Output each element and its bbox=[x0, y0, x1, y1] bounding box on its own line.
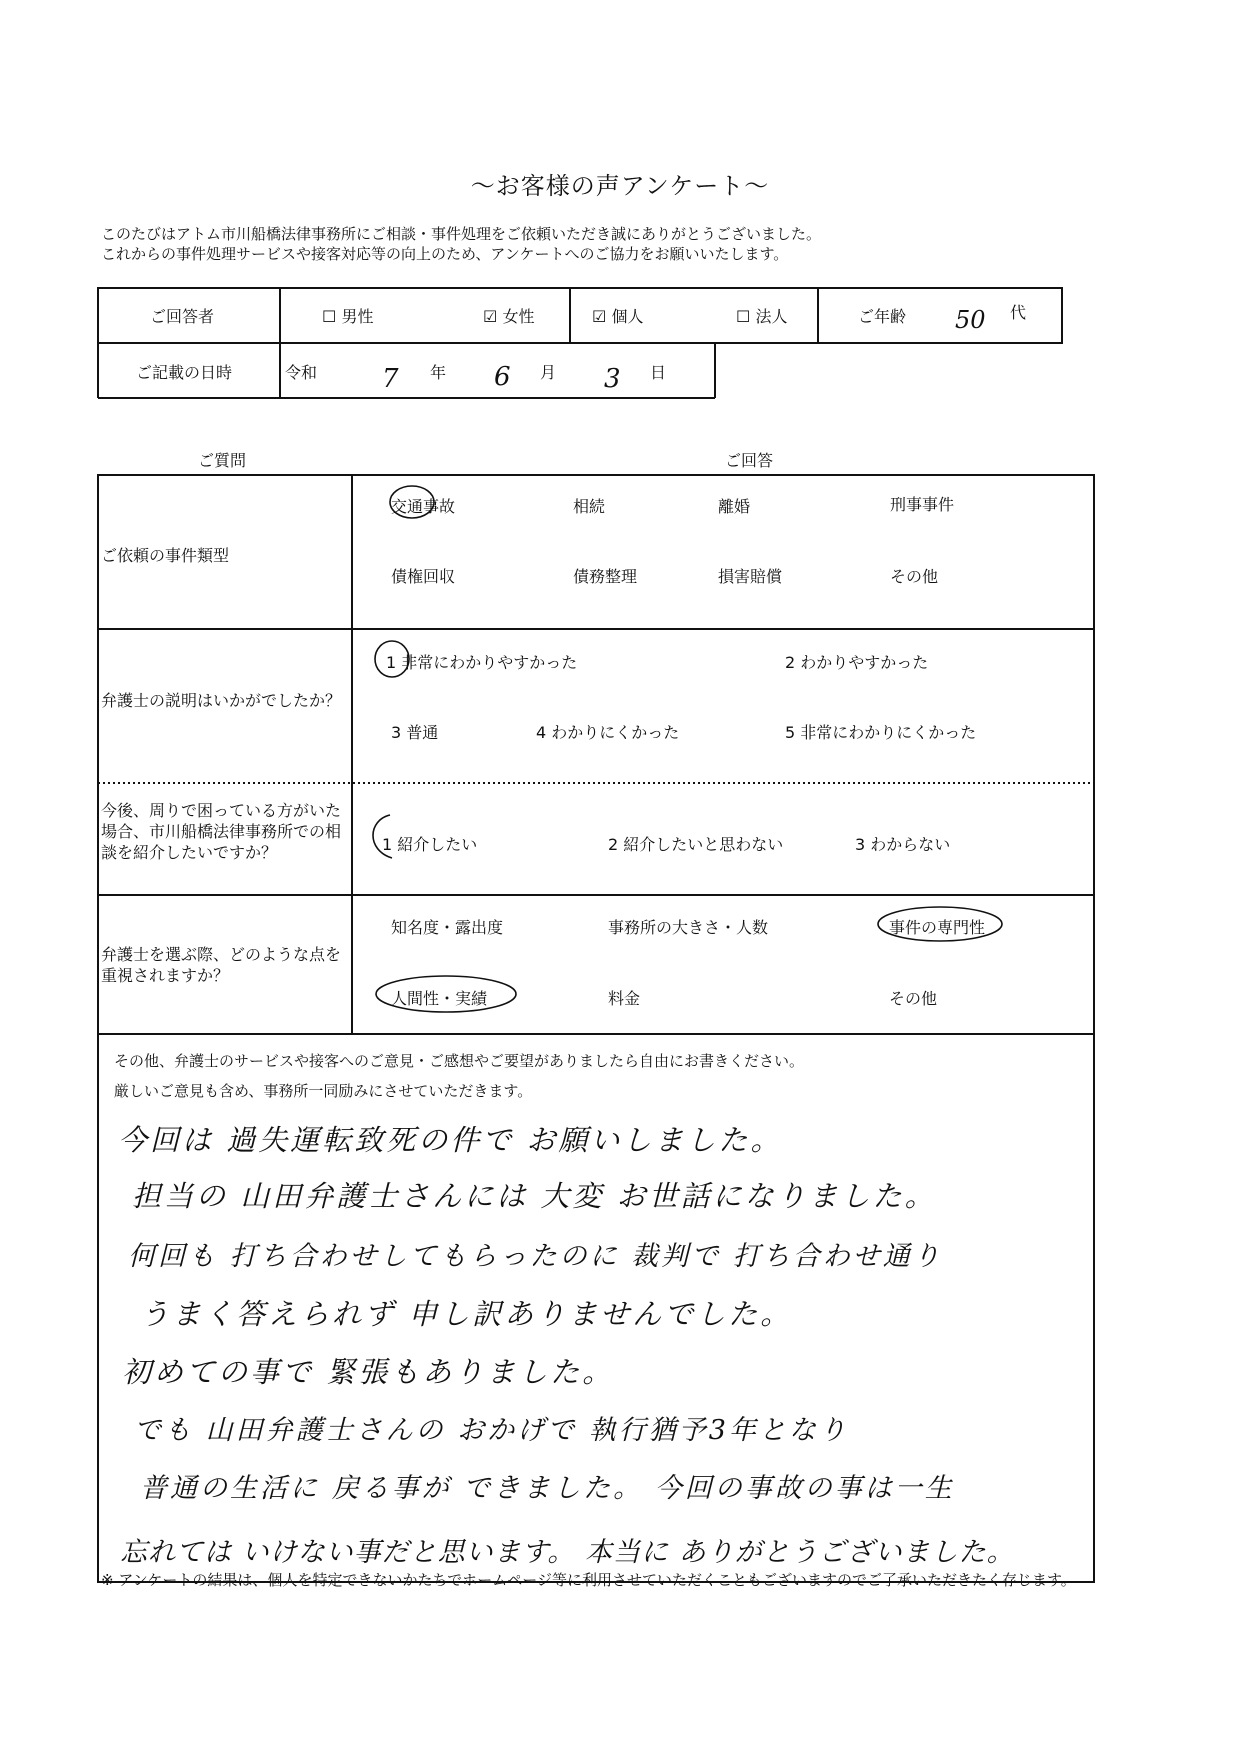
q2-option-2[interactable]: 2 わかりやすかった bbox=[785, 653, 929, 672]
comment-line-7: 普通の生活に 戻る事が できました。 今回の事故の事は一生 bbox=[140, 1473, 955, 1504]
month-value[interactable]: 6 bbox=[494, 362, 511, 392]
q2-question: 弁護士の説明はいかがでしたか？ bbox=[101, 691, 342, 710]
q1-question: ご依頼の事件類型 bbox=[101, 546, 230, 565]
q1-option-criminal[interactable]: 刑事事件 bbox=[890, 495, 955, 514]
comment-line-6: でも 山田弁護士さんの おかげで 執行猶予3年となり bbox=[134, 1415, 849, 1446]
q2-option-4[interactable]: 4 わかりにくかった bbox=[536, 723, 680, 742]
q4-option-office-size[interactable]: 事務所の大きさ・人数 bbox=[608, 918, 769, 937]
q3-option-3[interactable]: 3 わからない bbox=[855, 835, 951, 854]
q2-option-1[interactable]: 1 非常にわかりやすかった bbox=[386, 653, 578, 672]
corporation-label: 法人 bbox=[755, 307, 788, 326]
era-label: 令和 bbox=[285, 363, 318, 382]
year-unit: 年 bbox=[430, 363, 447, 382]
comment-line-8: 忘れては いけない事だと思います。 本当に ありがとうございました。 bbox=[120, 1537, 1015, 1568]
comment-line-3: 何回も 打ち合わせしてもらったのに 裁判で 打ち合わせ通り bbox=[128, 1241, 943, 1272]
female-label: 女性 bbox=[502, 307, 535, 326]
date-label: ご記載の日時 bbox=[136, 363, 233, 382]
day-value[interactable]: 3 bbox=[604, 364, 621, 394]
answer-header: ご回答 bbox=[725, 451, 774, 470]
page-title: ～お客様の声アンケート～ bbox=[470, 172, 770, 200]
q1-option-debt-consolidation[interactable]: 債務整理 bbox=[573, 567, 638, 586]
comments-prompt-1: その他、弁護士のサービスや接客へのご意見・ご感想やご要望がありましたら自由にお書きください。 bbox=[114, 1052, 805, 1070]
month-unit: 月 bbox=[540, 363, 557, 382]
q1-option-traffic[interactable]: 交通事故 bbox=[391, 497, 456, 516]
q1-option-inheritance[interactable]: 相続 bbox=[573, 497, 606, 516]
male-option[interactable] bbox=[322, 304, 373, 327]
checked-checkbox-icon: ☑ bbox=[592, 307, 607, 326]
q3-option-2[interactable]: 2 紹介したいと思わない bbox=[608, 835, 784, 854]
q2-option-5[interactable]: 5 非常にわかりにくかった bbox=[785, 723, 977, 742]
intro-line-1: このたびはアトム市川船橋法律事務所にご相談・事件処理をご依頼いただき誠にありがとうございました。 bbox=[101, 225, 822, 243]
comments-prompt-2: 厳しいご意見も含め、事務所一同励みにさせていただきます。 bbox=[114, 1082, 533, 1100]
q1-option-debt-collection[interactable]: 債権回収 bbox=[391, 567, 456, 586]
q4-option-other[interactable]: その他 bbox=[889, 989, 938, 1008]
comment-line-2: 担当の 山田弁護士さんには 大変 お世話になりました。 bbox=[132, 1179, 937, 1213]
age-label: ご年齢 bbox=[858, 307, 907, 326]
male-label: 男性 bbox=[341, 307, 374, 326]
corporation-option[interactable] bbox=[736, 304, 787, 327]
q1-option-divorce[interactable]: 離婚 bbox=[718, 497, 751, 516]
comment-line-5: 初めての事で 緊張もありました。 bbox=[122, 1355, 615, 1389]
q1-option-damages[interactable]: 損害賠償 bbox=[718, 567, 783, 586]
day-unit: 日 bbox=[650, 363, 667, 382]
q3-question: 今後、周りで困っている方がいた場合、市川船橋法律事務所での相談を紹介したいですか？ bbox=[101, 801, 342, 862]
q4-option-fee[interactable]: 料金 bbox=[608, 989, 641, 1008]
q4-question: 弁護士を選ぶ際、どのような点を重視されますか？ bbox=[101, 945, 342, 985]
comment-line-1: 今回は 過失運転致死の件で お願いしました。 bbox=[118, 1123, 783, 1157]
checked-checkbox-icon: ☑ bbox=[483, 307, 498, 326]
age-value[interactable]: 50 bbox=[955, 306, 986, 334]
comment-line-4: うまく答えられず 申し訳ありませんでした。 bbox=[140, 1297, 793, 1331]
checkbox-icon: ☐ bbox=[322, 307, 337, 326]
q1-option-other[interactable]: その他 bbox=[890, 567, 939, 586]
female-option[interactable] bbox=[483, 304, 534, 327]
checkbox-icon: ☐ bbox=[736, 307, 751, 326]
q3-option-1[interactable]: 1 紹介したい bbox=[382, 835, 478, 854]
q4-option-expertise[interactable]: 事件の専門性 bbox=[889, 918, 986, 937]
individual-option[interactable] bbox=[592, 304, 643, 327]
age-unit: 代 bbox=[1010, 303, 1027, 322]
q4-option-fame[interactable]: 知名度・露出度 bbox=[391, 918, 504, 937]
individual-label: 個人 bbox=[611, 307, 644, 326]
intro-line-2: これからの事件処理サービスや接客対応等の向上のため、アンケートへのご協力をお願いいたします。 bbox=[101, 245, 789, 263]
question-header: ご質問 bbox=[198, 451, 247, 470]
q2-option-3[interactable]: 3 普通 bbox=[391, 723, 439, 742]
respondent-label: ご回答者 bbox=[150, 307, 215, 326]
q4-option-character[interactable]: 人間性・実績 bbox=[391, 989, 488, 1008]
footer-note: ※ アンケートの結果は、個人を特定できないかたちでホームページ等に利用させていただくこともございますのでご了承いただきたく存じます。 bbox=[101, 1571, 1076, 1589]
year-value[interactable]: 7 bbox=[382, 364, 399, 394]
